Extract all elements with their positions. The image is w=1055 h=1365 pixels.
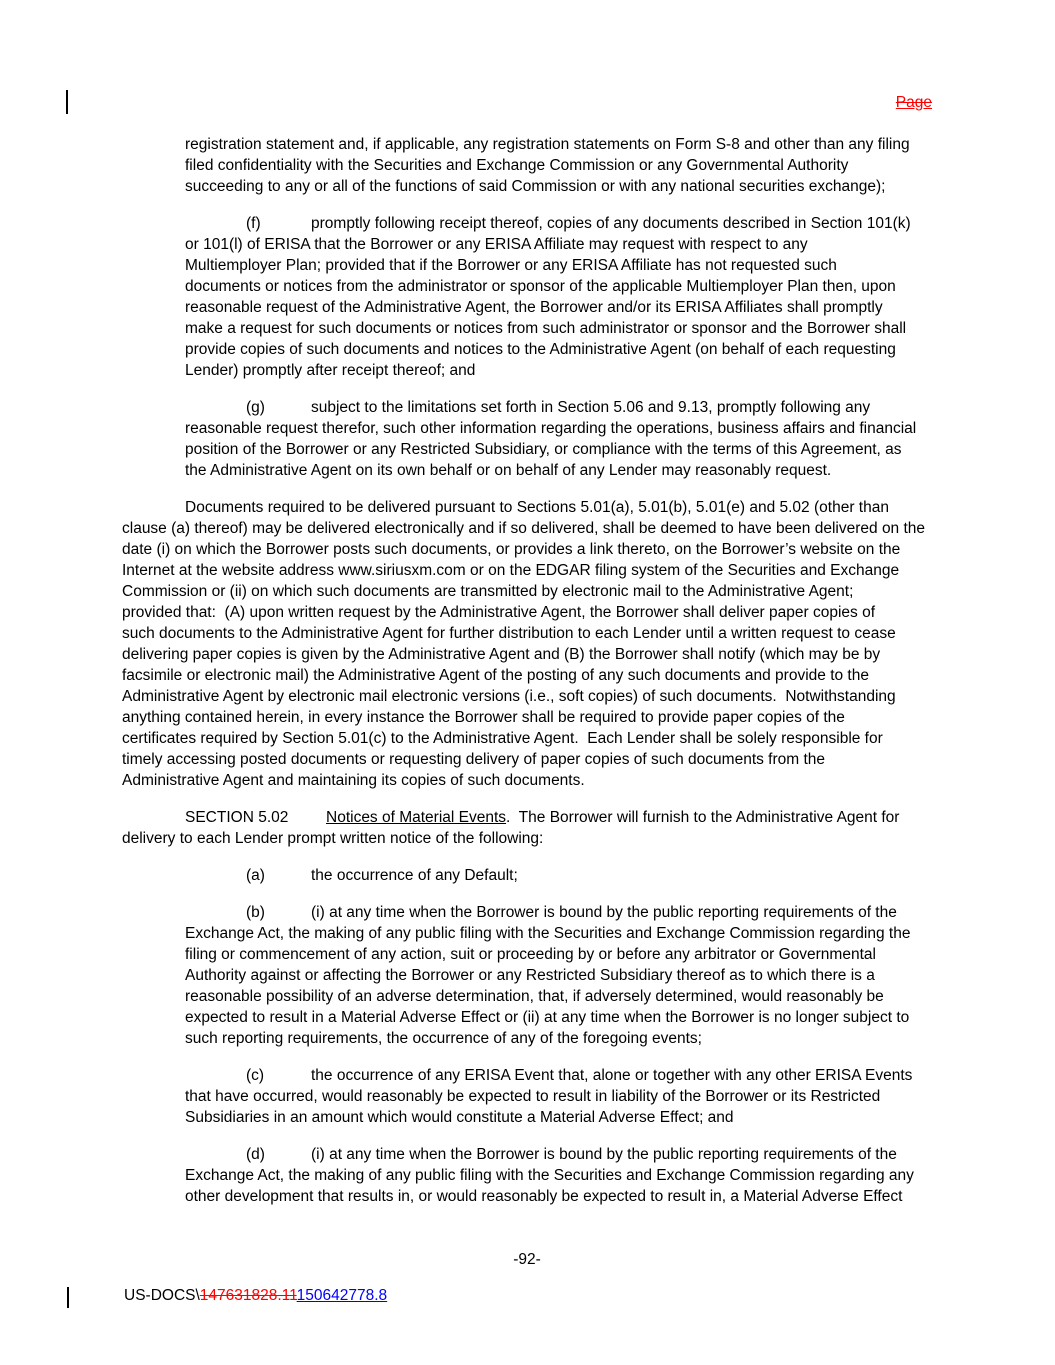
text-segment: Authority against or affecting the Borrower or any Restricted Subsidiary thereof as to which there is a: [185, 967, 875, 984]
text-line: [185, 134, 938, 155]
text-segment: Internet at the website address www.siriusxm.com or on the EDGAR filing system of the Securities and Exchange: [122, 562, 900, 579]
text-line: [185, 902, 938, 923]
text-line: [122, 623, 938, 644]
text-line: [122, 665, 938, 686]
paragraph-clause-e-continuation: [185, 134, 938, 197]
text-line: [185, 1186, 938, 1207]
text-segment: Lender) promptly after receipt thereof; and: [185, 362, 476, 379]
text-line: [185, 360, 938, 381]
paragraph-clause-f: [185, 213, 938, 381]
text-line: [185, 255, 938, 276]
text-segment: provided that: (A) upon written request by the Administrative Agent, the Borrower shall deliver paper copies of: [122, 604, 876, 621]
text-line: [122, 644, 938, 665]
text-segment: certificates required by Section 5.01(c) to the Administrative Agent. Each Lender shall be solely responsible for: [122, 730, 883, 747]
text-segment: make a request for such documents or notices from such administrator or sponsor and the Borrower shall: [185, 320, 907, 337]
text-segment: Administrative Agent and maintaining its copies of such documents.: [122, 772, 585, 789]
text-line: [122, 539, 938, 560]
text-segment: the occurrence of any Default;: [311, 867, 518, 884]
text-line: [185, 276, 938, 297]
text-segment: (i) at any time when the Borrower is bound by the public reporting requirements of the: [311, 904, 897, 921]
text-line: [185, 944, 938, 965]
text-line: [185, 460, 938, 481]
text-line: [122, 686, 938, 707]
text-segment: anything contained herein, in every instance the Borrower shall be required to provide paper copies of the: [122, 709, 845, 726]
text-line: [185, 397, 938, 418]
text-line: [185, 965, 938, 986]
text-segment: Documents required to be delivered pursuant to Sections 5.01(a), 5.01(b), 5.01(e) and 5.02 (other than: [185, 499, 889, 516]
text-segment: delivery to each Lender prompt written notice of the following:: [122, 830, 544, 847]
text-segment: or 101(l) of ERISA that the Borrower or any ERISA Affiliate may request with respect to any: [185, 236, 808, 253]
text-line: [185, 1144, 938, 1165]
text-segment: documents or notices from the administrator or sponsor of the applicable Multiemployer Plan then, upon: [185, 278, 896, 295]
text-line: [122, 770, 938, 791]
text-line: [185, 439, 938, 460]
paragraph-section-5-02: [122, 807, 938, 849]
text-segment: reasonable request of the Administrative Agent, the Borrower and/or its ERISA Affiliates shall promptly: [185, 299, 883, 316]
text-segment: registration statement and, if applicable, any registration statements on Form S-8 and other than any filing: [185, 136, 910, 153]
text-segment: the Administrative Agent on its own behalf or on behalf of any Lender may reasonably request.: [185, 462, 832, 479]
paragraph-clause-c: [185, 1065, 938, 1128]
text-segment: reasonable request therefor, such other information regarding the operations, business affairs and financial: [185, 420, 917, 437]
text-segment: Multiemployer Plan; provided that if the Borrower or any ERISA Affiliate has not requested such: [185, 257, 837, 274]
text-line: [185, 923, 938, 944]
text-line: [122, 518, 938, 539]
clause-label: (f): [246, 215, 261, 232]
text-line: [185, 213, 938, 234]
text-line: [122, 560, 938, 581]
text-segment: subject to the limitations set forth in Section 5.06 and 9.13, promptly following any: [311, 399, 871, 416]
clause-label: (g): [246, 399, 265, 416]
text-segment: Exchange Act, the making of any public filing with the Securities and Exchange Commission regarding the: [185, 925, 911, 942]
text-segment: Subsidiaries in an amount which would constitute a Material Adverse Effect; and: [185, 1109, 734, 1126]
text-line: [122, 828, 938, 849]
text-segment: Exchange Act, the making of any public filing with the Securities and Exchange Commission regarding any: [185, 1167, 914, 1184]
text-line: [185, 176, 938, 197]
underlined-text: Notices of Material Events: [326, 809, 507, 826]
text-line: [185, 234, 938, 255]
inserted-text: 150642778.8: [296, 1287, 388, 1304]
text-segment: (i) at any time when the Borrower is bound by the public reporting requirements of the: [311, 1146, 897, 1163]
text-line: [185, 1007, 938, 1028]
paragraph-clause-a: [185, 865, 938, 886]
paragraph-clause-g: [185, 397, 938, 481]
text-segment: US-DOCS\: [124, 1287, 200, 1304]
text-segment: the occurrence of any ERISA Event that, alone or together with any other ERISA Events: [311, 1067, 913, 1084]
text-line: [185, 1086, 938, 1107]
text-line: [185, 986, 938, 1007]
text-segment: expected to result in a Material Adverse Effect or (ii) at any time when the Borrower is no longer subject to: [185, 1009, 910, 1026]
deleted-header-label: Page: [895, 94, 932, 111]
text-segment: filed confidentiality with the Securities and Exchange Commission or any Governmental Authority: [185, 157, 849, 174]
text-line: [122, 749, 938, 770]
paragraph-clause-d: [185, 1144, 938, 1207]
text-line: [122, 497, 938, 518]
text-line: [122, 581, 938, 602]
change-bar-bottom: [67, 1287, 69, 1308]
clause-label: (c): [246, 1067, 265, 1084]
text-line: [122, 602, 938, 623]
change-bar-top: [66, 90, 68, 114]
text-segment: delivering paper copies is given by the Administrative Agent and (B) the Borrower shall notify (which may be by: [122, 646, 881, 663]
text-segment: . The Borrower will furnish to the Administrative Agent for: [506, 809, 900, 826]
text-segment: other development that results in, or would reasonably be expected to result in, a Material Adverse Effect: [185, 1188, 903, 1205]
page-header: [122, 93, 932, 112]
text-segment: provide copies of such documents and notices to the Administrative Agent (on behalf of each requesting: [185, 341, 896, 358]
text-segment: Administrative Agent by electronic mail electronic versions (i.e., soft copies) of such documents. Notwithstanding: [122, 688, 896, 705]
text-line: [122, 807, 938, 828]
text-segment: position of the Borrower or any Restricted Subsidiary, or compliance with the terms of this Agreement, as: [185, 441, 902, 458]
paragraph-clause-b: [185, 902, 938, 1049]
document-id-line: [124, 1285, 387, 1306]
page-number: -92-: [513, 1251, 541, 1268]
text-line: [185, 418, 938, 439]
clause-label: (a): [246, 867, 265, 884]
text-segment: filing or commencement of any action, suit or proceeding by or before any arbitrator or Governmental: [185, 946, 876, 963]
text-line: [185, 1107, 938, 1128]
text-segment: such reporting requirements, the occurrence of any of the foregoing events;: [185, 1030, 702, 1047]
text-segment: succeeding to any or all of the functions of said Commission or with any national securities exchange);: [185, 178, 886, 195]
deleted-text: 147631828.11: [199, 1287, 297, 1304]
text-line: [185, 155, 938, 176]
text-segment: date (i) on which the Borrower posts such documents, or provides a link thereto, on the Borrower’s website on the: [122, 541, 901, 558]
text-line: [185, 1028, 938, 1049]
text-segment: Commission or (ii) on which such documents are transmitted by electronic mail to the Administrative Agent;: [122, 583, 854, 600]
clause-label: (b): [246, 904, 265, 921]
text-segment: timely accessing posted documents or requesting delivery of paper copies of such documents from the: [122, 751, 826, 768]
document-body: [122, 134, 938, 1223]
text-line: [185, 865, 938, 886]
text-segment: clause (a) thereof) may be delivered electronically and if so delivered, shall be deemed to have been delivered on the: [122, 520, 926, 537]
text-segment: facsimile or electronic mail) the Administrative Agent of the posting of any such documents and provide to the: [122, 667, 869, 684]
text-line: [185, 297, 938, 318]
clause-label: SECTION 5.02: [185, 809, 289, 826]
paragraph-electronic-delivery: [122, 497, 938, 791]
text-segment: promptly following receipt thereof, copies of any documents described in Section 101(k): [311, 215, 911, 232]
clause-label: (d): [246, 1146, 265, 1163]
text-line: [122, 728, 938, 749]
text-line: [185, 1165, 938, 1186]
text-line: [122, 707, 938, 728]
text-line: [185, 318, 938, 339]
text-segment: such documents to the Administrative Agent for further distribution to each Lender until a written request to cease: [122, 625, 896, 642]
text-segment: reasonable possibility of an adverse determination, that, if adversely determined, would reasonably be: [185, 988, 884, 1005]
text-line: [185, 339, 938, 360]
text-segment: that have occurred, would reasonably be expected to result in liability of the Borrower or its Restricted: [185, 1088, 881, 1105]
text-line: [185, 1065, 938, 1086]
